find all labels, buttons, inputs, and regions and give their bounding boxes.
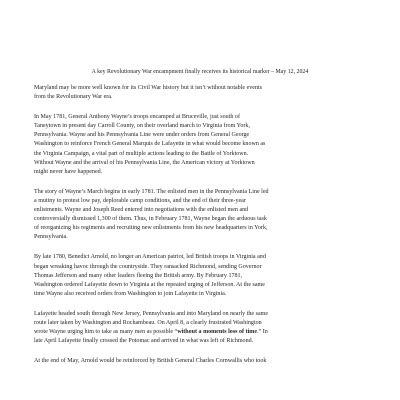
text-line: Pennsylvania. Wayne and his Pennsylvania Line were under orders from General George bbox=[34, 132, 250, 139]
paragraph bbox=[34, 357, 368, 366]
text-line: The story of Wayne’s March begins in early 1781. The enlisted men in the Pennsylvania Line led bbox=[34, 188, 269, 195]
paragraph bbox=[34, 310, 368, 346]
text-line: Without Wayne and the arrival of his Pennsylvania Line, the American victory at Yorktown bbox=[34, 159, 255, 166]
text-line: At the end of May, Arnold would be reinforced by British General Charles Cornwallis who took bbox=[34, 358, 267, 365]
text-line: route later taken by Washington and Rochambeau. On April 8, a clearly frustrated Washington bbox=[34, 319, 262, 326]
text-line: Lafayette headed south through New Jersey, Pennsylvania and into Maryland on nearly the same bbox=[34, 310, 269, 317]
text-line: In May 1781, General Anthony Wayne’s troops encamped at Bruceville, just south of bbox=[34, 114, 240, 121]
text-line: enlistments. Wayne and Joseph Reed entered into negotiations with the enlisted men and bbox=[34, 207, 249, 214]
text-line: Thomas Jefferson and many other leaders fleeing the British army. By February 1781, bbox=[34, 272, 243, 279]
emphasized-quote: without a moments loss of time bbox=[177, 329, 257, 336]
text-line: Maryland may be more well known for its Civil War history but it isn’t without notable events bbox=[34, 85, 263, 91]
text-line: Washington ordered Lafayette down to Virginia at the repeated urging of Jefferson. At the same bbox=[34, 281, 265, 288]
text-line: of reorganizing his regiments and recruiting new enlistments from his new headquarters in York, bbox=[34, 225, 268, 232]
text-line: might never have happened. bbox=[34, 168, 103, 175]
paragraph bbox=[34, 84, 368, 102]
paragraph bbox=[34, 113, 368, 177]
text-line: By late 1780, Benedict Arnold, no longer an American patriot, led British troops in Virginia and bbox=[34, 254, 266, 261]
text-line: a mutiny to protest low pay, deplorable camp conditions, and the end of their three-year bbox=[34, 197, 246, 204]
text-line: late April Lafayette finally crossed the Potomac and arrived in what was left of Richmond. bbox=[34, 338, 254, 345]
text-line: controversially dismissed 1,300 of them. Thus, in February 1781, Wayne began the arduous task bbox=[34, 216, 267, 223]
text-line: Pennsylvania. bbox=[34, 234, 68, 241]
text-line: from the Revolutionary War era. bbox=[34, 94, 113, 101]
paragraph bbox=[34, 253, 368, 298]
document-title: A key Revolutionary War encampment finally receives its historical marker – May 12, 2024 bbox=[91, 69, 309, 75]
text-line: Taneytown in present day Carroll County, on their overland march to Virginia from York, bbox=[34, 123, 250, 130]
paragraph bbox=[34, 188, 368, 243]
text-line: began wreaking havoc through the countryside. They ransacked Richmond, sending Governor bbox=[34, 263, 262, 270]
text-line: time Wayne also received orders from Washington to join Lafayette in Virginia. bbox=[34, 290, 227, 297]
text-line: Washington to reinforce French General Marquis de Lafayette in what would become known as bbox=[34, 141, 266, 148]
document-body bbox=[34, 84, 368, 377]
text-line: wrote Wayne urging him to take as many men as possible “without a moments loss of time.” In bbox=[34, 329, 268, 336]
text-line: the Virginia Campaign, a vital part of multiple actions leading to the Battle of Yorktown. bbox=[34, 150, 249, 157]
